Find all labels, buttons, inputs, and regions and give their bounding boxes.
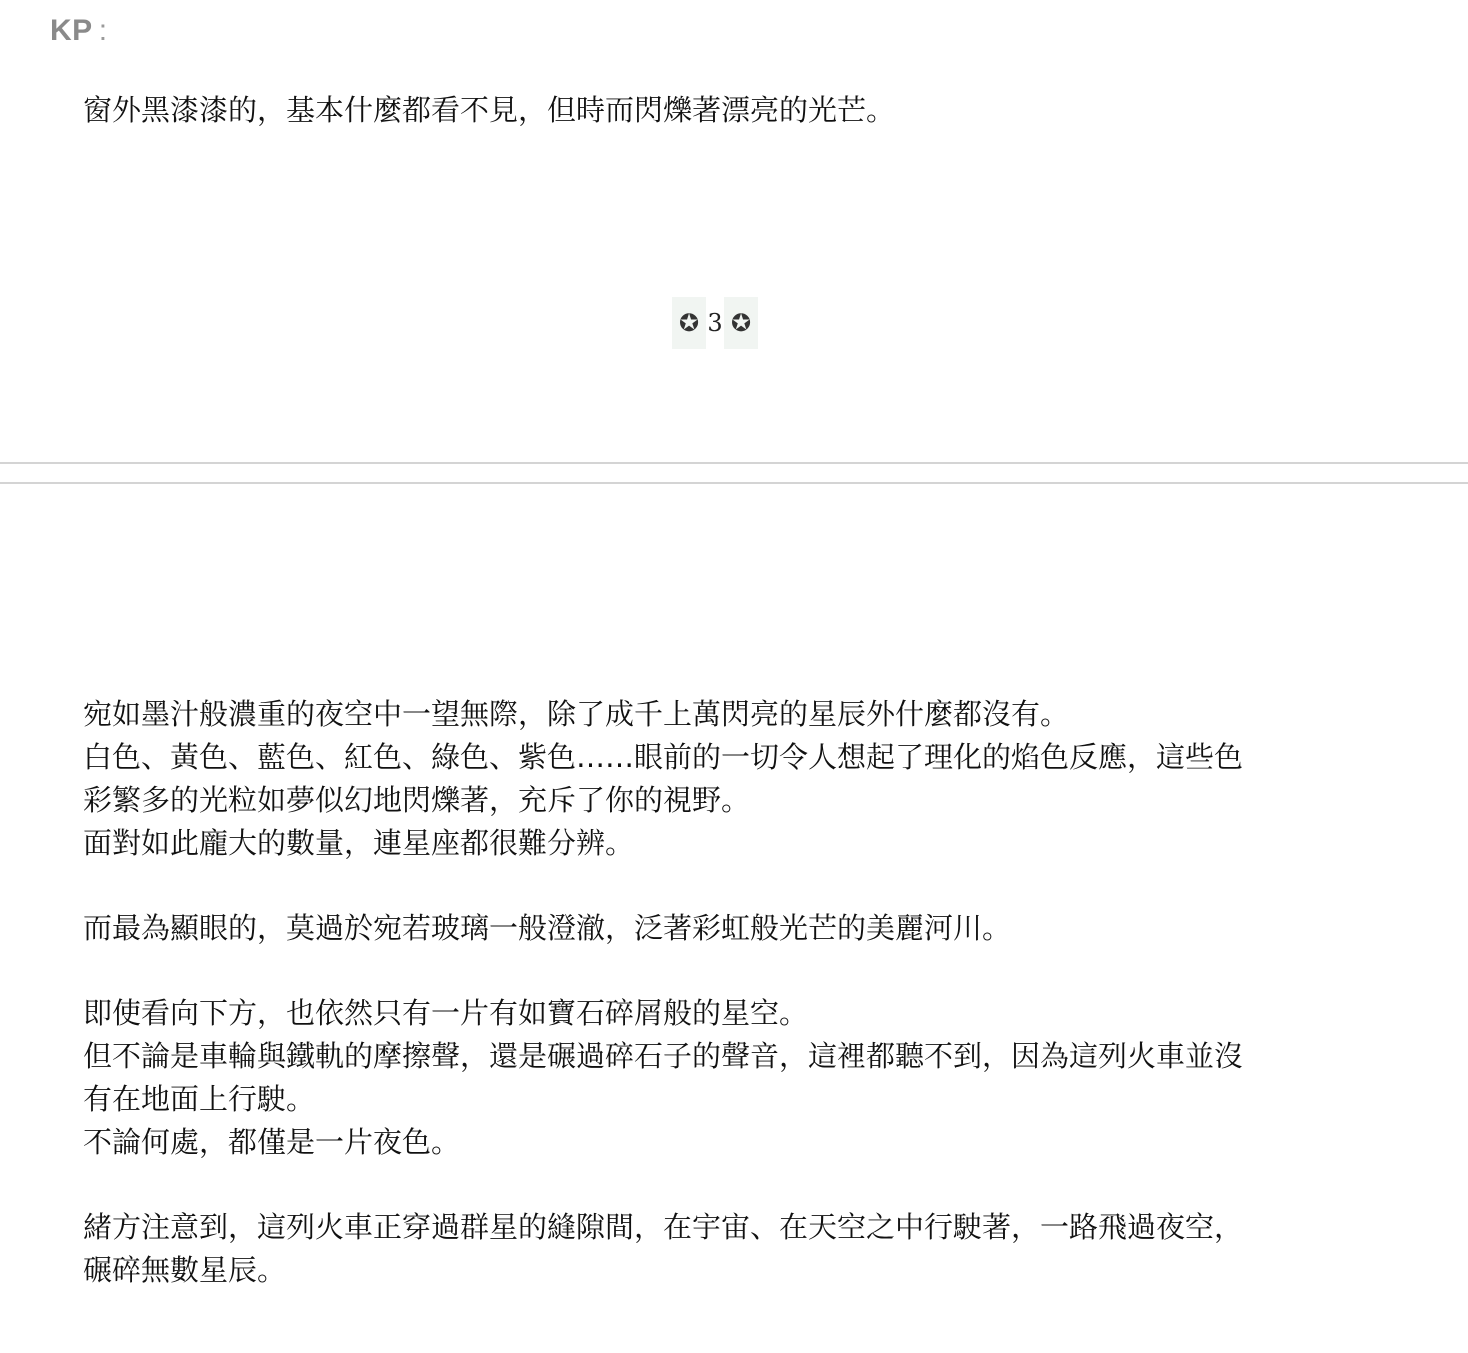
divider <box>0 462 1468 464</box>
page-number: 3 <box>707 309 723 337</box>
story-paragraph: 即使看向下方，也依然只有一片有如寶石碎屑般的星空。 但不論是車輪與鐵軌的摩擦聲，還是碾過碎石子的聲音，這裡都聽不到，因為這列火車並沒 有在地面上行駛。 不論何處，都僅是一片夜色。 <box>83 996 1244 1159</box>
divider <box>0 482 1468 484</box>
speaker-label <box>50 14 108 48</box>
story-paragraph: 宛如墨汁般濃重的夜空中一望無際，除了成千上萬閃亮的星辰外什麼都沒有。 白色、黃色、藍色、紅色、綠色、紫色……眼前的一切令人想起了理化的焰色反應，這些色 彩繁多的光粒如夢似幻地閃爍著，充斥了你的視野。 面對如此龐大的數量，連星座都很難分辨。 <box>83 697 1244 860</box>
speaker-separator: : <box>98 14 108 47</box>
star-icon: ✪ <box>672 297 706 349</box>
star-icon: ✪ <box>724 297 758 349</box>
page-marker <box>672 297 758 349</box>
intro-paragraph: 窗外黑漆漆的，基本什麼都看不見，但時而閃爍著漂亮的光芒。 <box>83 93 896 127</box>
story-paragraph: 而最為顯眼的，莫過於宛若玻璃一般澄澈，泛著彩虹般光芒的美麗河川。 <box>83 911 1012 945</box>
speaker-name: KP <box>50 14 93 47</box>
story-paragraph: 緒方注意到，這列火車正穿過群星的縫隙間，在宇宙、在天空之中行駛著，一路飛過夜空， 碾碎無數星辰。 <box>83 1210 1244 1287</box>
